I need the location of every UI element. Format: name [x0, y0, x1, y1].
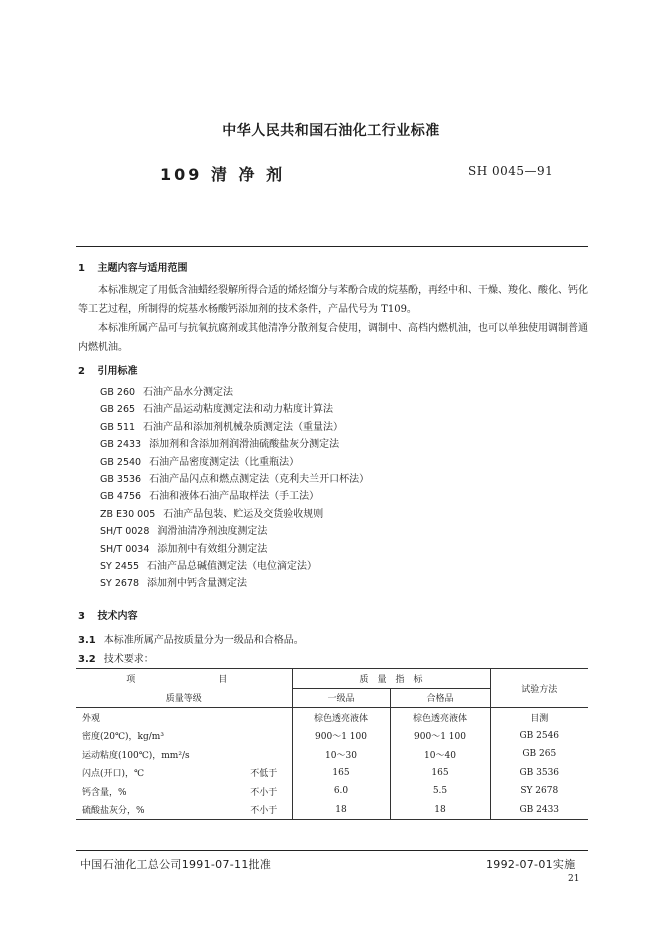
limit-cell — [236, 745, 292, 764]
item-cell: 密度(20℃)，kg/m³ — [82, 732, 164, 743]
first-grade-cell: 18 — [292, 801, 390, 820]
header-item-cell: 项 目 — [76, 669, 292, 689]
section-1-number: 1 — [78, 263, 85, 274]
limit-cell — [236, 727, 292, 746]
reference-code: GB 3536 — [100, 473, 142, 485]
limit-cell: 不低于 — [236, 764, 292, 783]
limit-cell: 不小于 — [236, 801, 292, 820]
page-number: 21 — [568, 874, 580, 884]
implementation-date: 1992-07-01实施 — [486, 858, 576, 871]
reference-code: GB 2433 — [100, 439, 142, 451]
first-grade-cell: 棕色透亮液体 — [292, 708, 390, 727]
reference-code: SH/T 0034 — [100, 543, 150, 555]
limit-cell — [236, 708, 292, 727]
reference-code: GB 2540 — [100, 456, 142, 468]
item-cell: 硫酸盐灰分，% — [82, 806, 145, 817]
table-row — [76, 727, 588, 746]
technical-requirements-table — [76, 668, 588, 820]
clause-3-1 — [78, 631, 304, 646]
reference-title: 石油和液体石油产品取样法（手工法） — [149, 491, 320, 503]
reference-item — [100, 575, 369, 592]
reference-code: SY 2678 — [100, 578, 140, 590]
section-1-paragraph-2: 本标准所属产品可与抗氧抗腐剂或其他清净分散剂复合使用，调制中、高档内燃机油，也可以单独使用调制普通内燃机油。 — [78, 323, 588, 353]
standard-title: 109 清 净 剂 — [160, 165, 286, 184]
section-1-paragraph-1: 本标准规定了用低含油蜡经裂解所得合适的烯烃馏分与苯酚合成的烷基酚，再经中和、干燥、羧化、酸化、钙化等工艺过程，所制得的烷基水杨酸钙添加剂的技术条件，产品代号为 T109。 — [78, 285, 588, 315]
item-cell: 外观 — [82, 713, 101, 724]
item-cell: 运动粘度(100℃)，mm²/s — [82, 750, 190, 761]
section-3-number: 3 — [78, 611, 85, 622]
reference-item — [100, 523, 369, 540]
section-1-title: 主题内容与适用范围 — [97, 263, 188, 274]
section-1-heading — [78, 259, 187, 274]
reference-title: 石油产品包装、贮运及交货验收规则 — [163, 508, 324, 520]
standard-code: SH 0045—91 — [468, 164, 554, 178]
table-row — [76, 708, 588, 727]
footer-rule — [76, 850, 588, 851]
qualified-grade-cell: 5.5 — [390, 782, 490, 801]
reference-item — [100, 471, 369, 488]
reference-title: 添加剂中钙含量测定法 — [147, 578, 248, 590]
section-2-number: 2 — [78, 366, 85, 377]
reference-item — [100, 401, 369, 418]
first-grade-cell: 6.0 — [292, 782, 390, 801]
header-quality-cell: 质 量 指 标 — [292, 669, 490, 689]
method-cell: GB 2433 — [519, 804, 560, 815]
reference-title: 石油产品密度测定法（比重瓶法） — [149, 456, 300, 468]
first-grade-cell: 165 — [292, 764, 390, 783]
first-grade-cell: 900～1 100 — [292, 727, 390, 746]
method-cell: SY 2678 — [520, 786, 559, 797]
approval-line: 中国石油化工总公司1991-07-11批准 — [80, 858, 272, 871]
clause-text: 技术要求： — [103, 654, 154, 665]
reference-code: ZB E30 005 — [100, 508, 156, 520]
header-qualified-grade-cell: 合格品 — [390, 688, 490, 708]
reference-title: 石油产品总碱值测定法（电位滴定法） — [147, 560, 318, 572]
limit-cell: 不小于 — [236, 782, 292, 801]
reference-title: 石油产品闪点和燃点测定法（克利夫兰开口杯法） — [149, 473, 370, 485]
qualified-grade-cell: 棕色透亮液体 — [390, 708, 490, 727]
reference-title: 石油产品水分测定法 — [143, 387, 234, 398]
reference-code: SY 2455 — [100, 560, 140, 572]
qualified-grade-cell: 900～1 100 — [390, 727, 490, 746]
clause-text: 本标准所属产品按质量分为一级品和合格品。 — [103, 635, 304, 646]
reference-item — [100, 488, 369, 505]
qualified-grade-cell: 10～40 — [390, 745, 490, 764]
reference-title: 添加剂中有效组分测定法 — [157, 543, 268, 555]
header-rule — [76, 246, 588, 247]
method-cell: 目测 — [530, 713, 549, 724]
table-row — [76, 745, 588, 764]
section-3-heading — [78, 607, 137, 622]
reference-item — [100, 384, 369, 401]
reference-title: 石油产品和添加剂机械杂质测定法（重量法） — [143, 421, 344, 433]
reference-item — [100, 558, 369, 575]
item-cell: 闪点(开口)，℃ — [82, 769, 145, 780]
qualified-grade-cell: 165 — [390, 764, 490, 783]
section-2-title: 引用标准 — [97, 366, 138, 377]
issuing-organization: 中华人民共和国石油化工行业标准 — [222, 123, 440, 139]
method-cell: GB 2546 — [519, 730, 560, 741]
qualified-grade-cell: 18 — [390, 801, 490, 820]
method-cell: GB 265 — [522, 749, 557, 760]
reference-title: 石油产品运动粘度测定法和动力粘度计算法 — [143, 404, 334, 416]
reference-list — [100, 384, 369, 593]
reference-item — [100, 436, 369, 453]
first-grade-cell: 10～30 — [292, 745, 390, 764]
section-2-heading — [78, 362, 137, 377]
method-cell: GB 3536 — [519, 767, 560, 778]
table-row — [76, 764, 588, 783]
item-cell: 钙含量，% — [82, 787, 127, 798]
reference-item — [100, 506, 369, 523]
reference-title: 添加剂和含添加剂润滑油硫酸盐灰分测定法 — [149, 439, 340, 451]
reference-code: GB 265 — [100, 404, 136, 416]
reference-title: 润滑油清净剂浊度测定法 — [157, 526, 268, 538]
section-3-title: 技术内容 — [97, 611, 138, 622]
table-row — [76, 801, 588, 820]
header-grade-cell: 质量等级 — [76, 688, 292, 708]
reference-item — [100, 454, 369, 471]
header-method-cell: 试验方法 — [490, 669, 588, 708]
clause-3-2 — [78, 650, 154, 665]
clause-number: 3.1 — [78, 635, 96, 646]
reference-item — [100, 541, 369, 558]
header-first-grade-cell: 一级品 — [292, 688, 390, 708]
reference-code: GB 4756 — [100, 491, 142, 503]
reference-item — [100, 419, 369, 436]
table-row — [76, 782, 588, 801]
clause-number: 3.2 — [78, 654, 96, 665]
reference-code: GB 260 — [100, 387, 136, 398]
reference-code: GB 511 — [100, 421, 136, 433]
reference-code: SH/T 0028 — [100, 526, 150, 538]
